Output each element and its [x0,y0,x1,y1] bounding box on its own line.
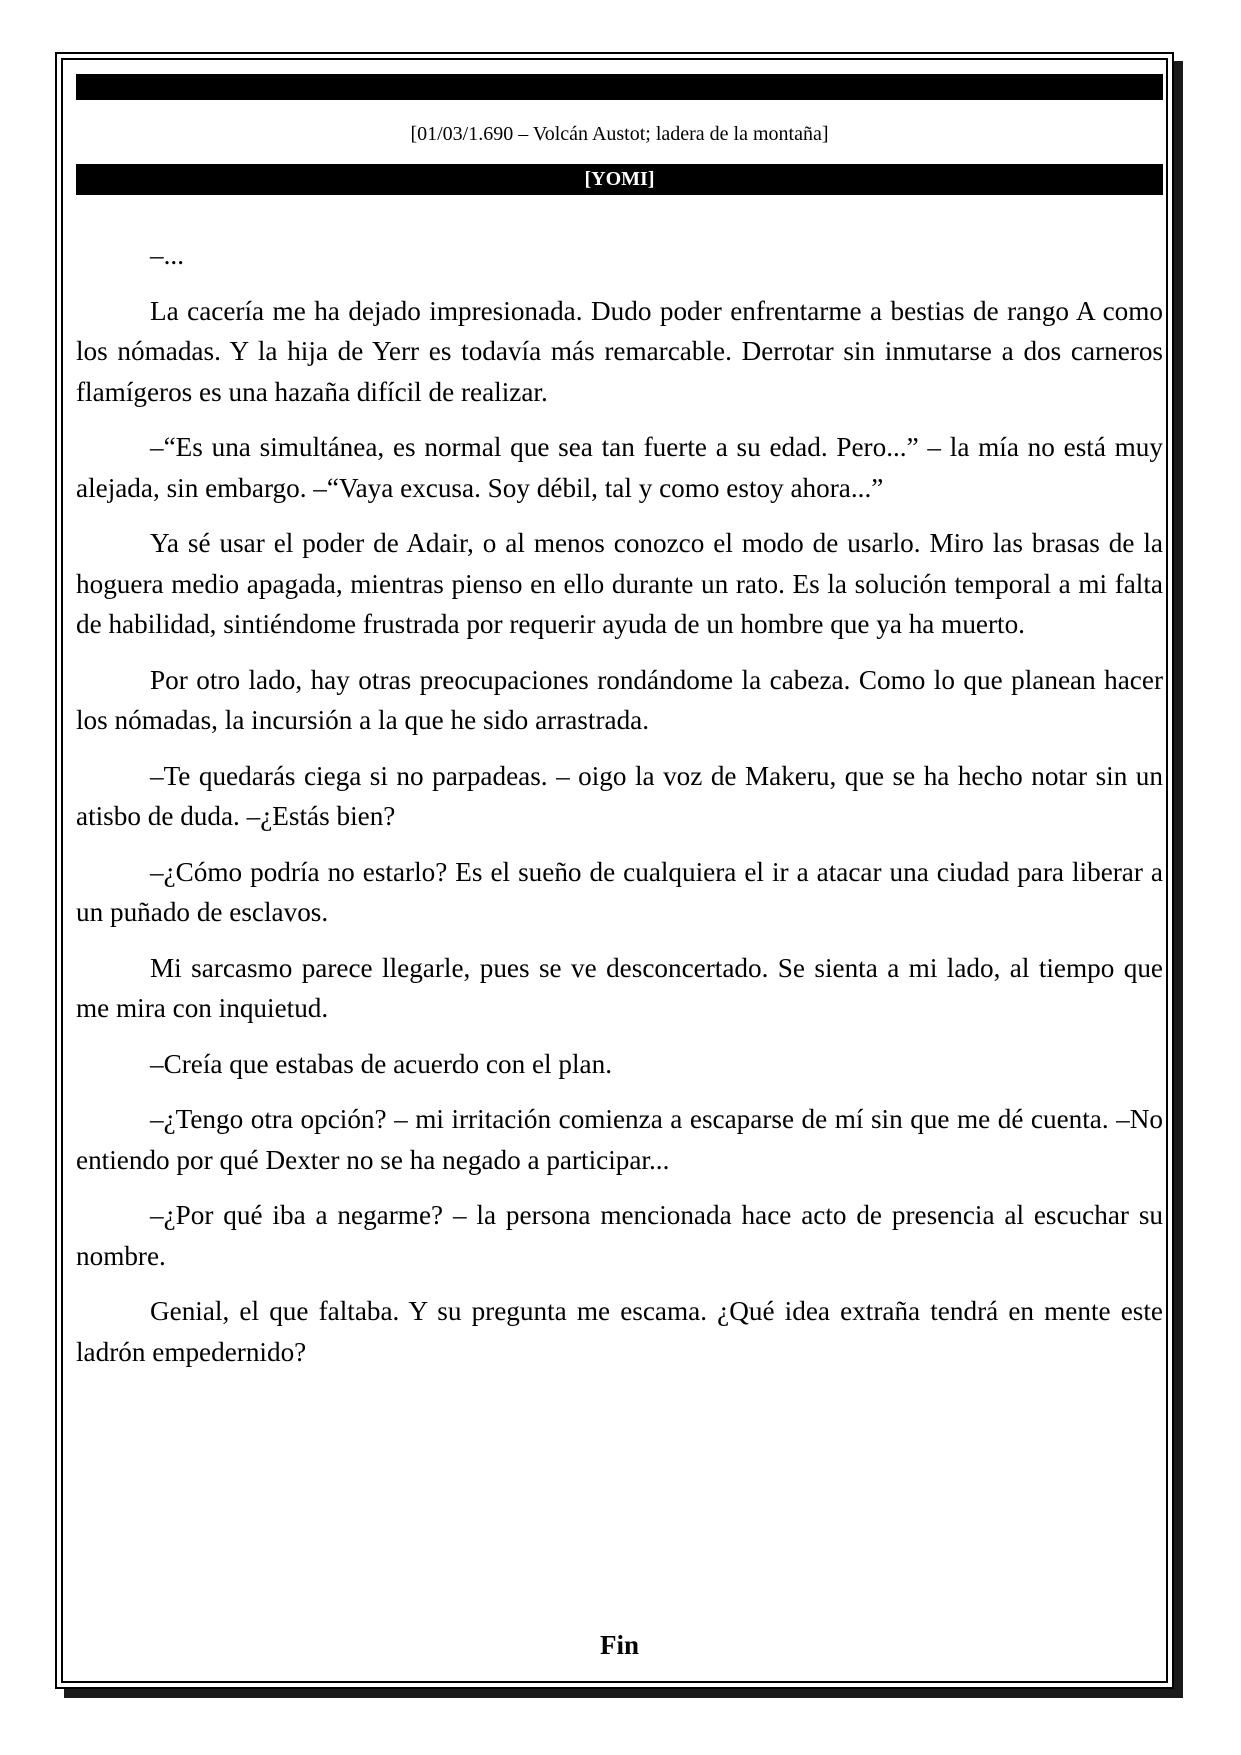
paragraph: –¿Por qué iba a negarme? – la persona mencionada hace acto de presencia al escuchar su nombre. [76,1200,1163,1271]
paragraph: La cacería me ha dejado impresionada. Dudo poder enfrentarme a bestias de rango A como los nómadas. Y la hija de Yerr es todavía más remarcable. Derrotar sin inmutarse a dos carneros flamígeros es una hazaña difícil de realizar. [76,295,1163,407]
paragraph: –¿Tengo otra opción? – mi irritación comienza a escaparse de mí sin que me dé cuenta. –No entiendo por qué Dexter no se ha negado a participar... [76,1104,1163,1175]
paragraph: Por otro lado, hay otras preocupaciones rondándome la cabeza. Como lo que planean hacer los nómadas, la incursión a la que he sido arrastrada. [76,664,1163,735]
page-inner-border [61,58,1168,1683]
paragraph: Mi sarcasmo parece llegarle, pues se ve desconcertado. Se sienta a mi lado, al tiempo que me mira con inquietud. [76,952,1163,1023]
paragraph: –Creía que estabas de acuerdo con el plan. [150,1048,612,1079]
character-name-bar: [YOMI] [76,164,1163,195]
paragraph: –¿Cómo podría no estarlo? Es el sueño de cualquiera el ir a atacar una ciudad para liberar a un puñado de esclavos. [76,856,1163,927]
end-label: Fin [599,1630,639,1660]
date-location-header: [01/03/1.690 – Volcán Austot; ladera de la montaña] [410,123,829,145]
paragraph: Ya sé usar el poder de Adair, o al menos conozco el modo de usarlo. Miro las brasas de la hoguera medio apagada, mientras pienso en ello durante un rato. Es la solución temporal a mi falta de habilidad, sintiéndome frustrada por requerir ayuda de un hombre que ya ha muerto. [76,528,1163,639]
paragraph: –“Es una simultánea, es normal que sea tan fuerte a su edad. Pero...” – la mía no está muy alejada, sin embargo. –“Vaya excusa. Soy débil, tal y como estoy ahora...” [76,432,1163,503]
top-black-bar [76,74,1163,100]
story-body [76,235,1163,1387]
paragraph: –Te quedarás ciega si no parpadeas. – oigo la voz de Makeru, que se ha hecho notar sin un atisbo de duda. –¿Estás bien? [76,760,1163,831]
paragraph: Genial, el que faltaba. Y su pregunta me escama. ¿Qué idea extraña tendrá en mente este ladrón empedernido? [76,1296,1163,1367]
paragraph: –... [150,240,184,270]
page-frame [55,52,1174,1689]
